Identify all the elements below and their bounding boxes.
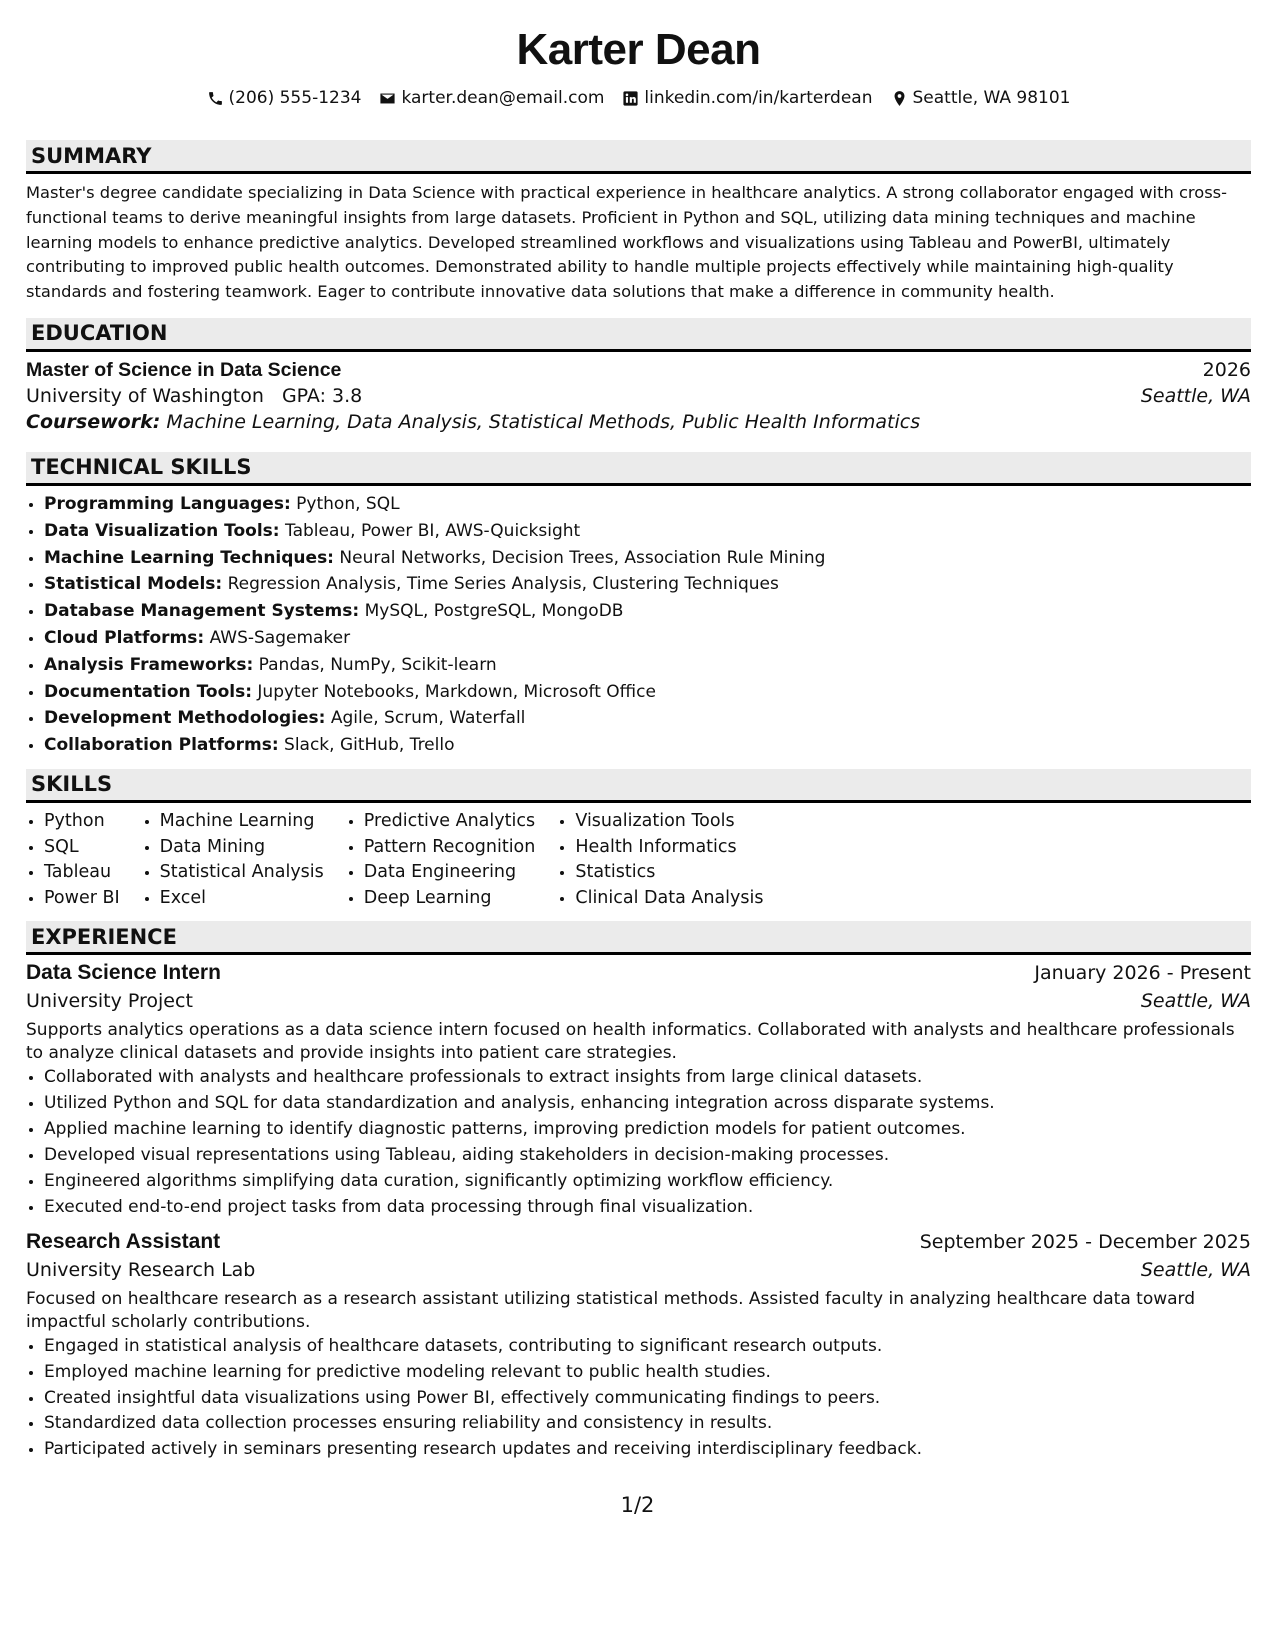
- phone-icon: [207, 90, 224, 107]
- contact-email[interactable]: [379, 86, 604, 110]
- skills-column: [26, 809, 120, 911]
- job-org: University Research Lab: [26, 1258, 256, 1281]
- job-location: Seattle, WA: [1140, 990, 1251, 1013]
- resume-page: [26, 0, 1251, 1463]
- list-item: • Analysis Frameworks: Pandas, NumPy, Scikit-learn: [44, 652, 1251, 679]
- degree-title: Master of Science in Data Science: [26, 358, 342, 381]
- list-item: • Development Methodologies: Agile, Scrum, Waterfall: [44, 705, 1251, 732]
- contact-bar: [26, 86, 1251, 110]
- list-item: • Statistical Models: Regression Analysis, Time Series Analysis, Clustering Techniques: [44, 571, 1251, 598]
- list-item: • Standardized data collection processes ensuring reliability and consistency in results.: [44, 1411, 1251, 1437]
- job-title: Data Science Intern: [26, 961, 221, 985]
- page-number: 1/2: [620, 1493, 655, 1517]
- contact-phone: [207, 86, 362, 110]
- list-item: • Engaged in statistical analysis of healthcare datasets, contributing to significant research outputs.: [44, 1334, 1251, 1360]
- list-item: • Collaboration Platforms: Slack, GitHub, Trello: [44, 732, 1251, 759]
- education-heading: EDUCATION: [26, 318, 1251, 352]
- list-item: • Applied machine learning to identify diagnostic patterns, improving prediction models for patient outcomes.: [44, 1117, 1251, 1143]
- skills-heading: SKILLS: [26, 769, 1251, 803]
- skills-column: [346, 809, 536, 911]
- coursework-line: [26, 411, 1251, 433]
- linkedin-icon: [622, 90, 639, 107]
- location-text: Seattle, WA 98101: [912, 88, 1071, 108]
- job-dates: September 2025 - December 2025: [919, 1230, 1251, 1253]
- phone-number: (206) 555-1234: [228, 88, 362, 108]
- list-item: • Power BI: [44, 886, 120, 912]
- list-item: • Executed end-to-end project tasks from data processing through final visualization.: [44, 1195, 1251, 1221]
- contact-location: [891, 86, 1071, 110]
- list-item: • Employed machine learning for predictive modeling relevant to public health studies.: [44, 1360, 1251, 1386]
- map-pin-icon: [891, 90, 908, 107]
- job-description: Focused on healthcare research as a research assistant utilizing statistical methods. Assisted faculty in analyzing healthcare data toward impactful scholarly contributions.: [26, 1288, 1196, 1332]
- job-bullets: [26, 1334, 1251, 1464]
- list-item: • Cloud Platforms: AWS-Sagemaker: [44, 625, 1251, 652]
- coursework-label: Coursework:: [26, 410, 161, 433]
- school-location: Seattle, WA: [1140, 384, 1251, 407]
- list-item: • Programming Languages: Python, SQL: [44, 491, 1251, 518]
- list-item: • Data Engineering: [364, 860, 536, 886]
- job-title: Research Assistant: [26, 1229, 221, 1253]
- list-item: • Visualization Tools: [575, 809, 763, 835]
- list-item: • SQL: [44, 835, 120, 861]
- list-item: • Health Informatics: [575, 835, 763, 861]
- list-item: • Collaborated with analysts and healthcare professionals to extract insights from large clinical datasets.: [44, 1065, 1251, 1091]
- technical-skills-list: [26, 491, 1251, 759]
- list-item: • Statistical Analysis: [160, 860, 324, 886]
- job-org-row: [26, 990, 1251, 1012]
- email-link[interactable]: karter.dean@email.com: [401, 88, 605, 108]
- job-location: Seattle, WA: [1140, 1258, 1251, 1281]
- list-item: • Utilized Python and SQL for data standardization and analysis, enhancing integration across disparate systems.: [44, 1091, 1251, 1117]
- job-description: Supports analytics operations as a data science intern focused on health informatics. Collaborated with analysts and healthcare professionals to analyze clinical datasets and provide insights into patient care strategies.: [26, 1020, 1235, 1064]
- linkedin-link[interactable]: linkedin.com/in/karterdean: [644, 88, 873, 108]
- job-header: [26, 961, 1251, 985]
- list-item: • Predictive Analytics: [364, 809, 536, 835]
- list-item: • Machine Learning: [160, 809, 324, 835]
- coursework-list: Machine Learning, Data Analysis, Statistical Methods, Public Health Informatics: [166, 410, 921, 433]
- technical-skills-heading: TECHNICAL SKILLS: [26, 452, 1251, 486]
- school-name: University of Washington: [26, 384, 264, 407]
- list-item: • Database Management Systems: MySQL, PostgreSQL, MongoDB: [44, 598, 1251, 625]
- experience-heading: EXPERIENCE: [26, 921, 1251, 955]
- list-item: • Documentation Tools: Jupyter Notebooks, Markdown, Microsoft Office: [44, 679, 1251, 706]
- list-item: • Tableau: [44, 860, 120, 886]
- list-item: • Engineered algorithms simplifying data curation, significantly optimizing workflow efficiency.: [44, 1169, 1251, 1195]
- summary-text: Master's degree candidate specializing in Data Science with practical experience in healthcare analytics. A strong collaborator engaged with cross-functional teams to derive meaningful insights from large datasets. Proficient in Python and SQL, utilizing data mining techniques and machine learning models to enhance predictive analytics. Developed streamlined workflows and visualizations using Tableau and PowerBI, ultimately contributing to improved public health outcomes. Demonstrated ability to handle multiple projects effectively while maintaining high-quality standards and fostering teamwork. Eager to contribute innovative data solutions that make a difference in community health.: [26, 183, 1228, 302]
- skills-column: [557, 809, 763, 911]
- contact-linkedin[interactable]: [622, 86, 872, 110]
- job-header: [26, 1230, 1251, 1254]
- list-item: • Machine Learning Techniques: Neural Networks, Decision Trees, Association Rule Mining: [44, 545, 1251, 572]
- list-item: • Created insightful data visualizations using Power BI, effectively communicating findings to peers.: [44, 1386, 1251, 1412]
- gpa: GPA: 3.8: [281, 384, 363, 407]
- summary-heading: SUMMARY: [26, 140, 1251, 174]
- list-item: • Deep Learning: [364, 886, 536, 912]
- skills-grid: [26, 809, 1251, 911]
- envelope-icon: [379, 90, 396, 107]
- list-item: • Pattern Recognition: [364, 835, 536, 861]
- list-item: • Data Mining: [160, 835, 324, 861]
- list-item: • Excel: [160, 886, 324, 912]
- job-bullets: [26, 1065, 1251, 1220]
- list-item: • Participated actively in seminars presenting research updates and receiving interdisciplinary feedback.: [44, 1437, 1251, 1463]
- list-item: • Statistics: [575, 860, 763, 886]
- graduation-year: 2026: [1202, 358, 1251, 381]
- list-item: • Data Visualization Tools: Tableau, Power BI, AWS-Quicksight: [44, 518, 1251, 545]
- job-org: University Project: [26, 990, 193, 1013]
- job-entry: [26, 961, 1251, 1220]
- list-item: • Clinical Data Analysis: [575, 886, 763, 912]
- degree-row: [26, 359, 1251, 382]
- school-info: [26, 385, 362, 407]
- candidate-name: Karter Dean: [516, 25, 761, 74]
- job-entry: [26, 1230, 1251, 1464]
- job-dates: January 2026 - Present: [1034, 962, 1251, 985]
- skills-column: [142, 809, 324, 911]
- school-row: [26, 385, 1251, 407]
- list-item: • Python: [44, 809, 120, 835]
- job-org-row: [26, 1259, 1251, 1281]
- list-item: • Developed visual representations using Tableau, aiding stakeholders in decision-making processes.: [44, 1143, 1251, 1169]
